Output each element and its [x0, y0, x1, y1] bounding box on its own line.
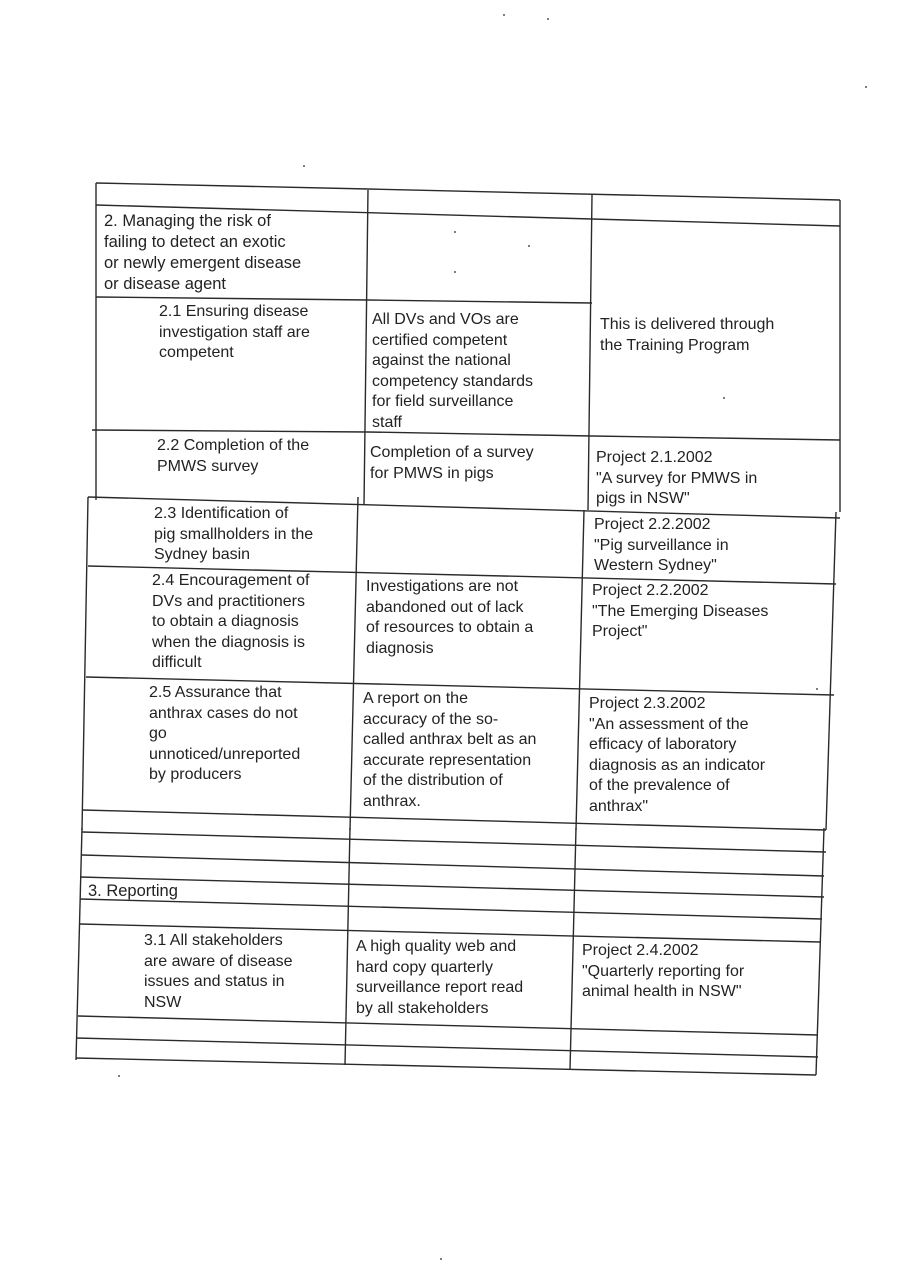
row-2-5-col3: Project 2.3.2002 "An assessment of the efficacy of laboratory diagnosis as an indicator of the prevalence of anthrax" — [589, 695, 766, 815]
scan-speck — [503, 14, 505, 16]
scan-speck — [454, 271, 456, 273]
scan-speck — [723, 397, 725, 399]
row-2-2-col3: Project 2.1.2002 "A survey for PMWS in pigs in NSW" — [596, 449, 758, 507]
row-2-2-col2: Completion of a survey for PMWS in pigs — [370, 444, 534, 482]
row-2-col1: 2. Managing the risk of failing to detect an exotic or newly emergent disease or disease agent — [104, 212, 302, 293]
scan-speck — [547, 18, 549, 20]
scan-speck — [865, 86, 867, 88]
row-2-5-col1: 2.5 Assurance that anthrax cases do not go unnoticed/unreported by producers — [149, 684, 301, 783]
scan-speck — [303, 165, 305, 167]
row-2-2-col1: 2.2 Completion of the PMWS survey — [157, 437, 310, 475]
scan-speck — [528, 245, 530, 247]
row-2-3-col3: Project 2.2.2002 "Pig surveillance in Western Sydney" — [594, 516, 729, 574]
row-2-5-col2: A report on the accuracy of the so- called anthrax belt as an accurate representation of the distribution of anthrax. — [363, 690, 537, 810]
row-3-1-col2: A high quality web and hard copy quarterly surveillance report read by all stakeholders — [356, 938, 524, 1017]
scan-speck — [118, 1075, 120, 1077]
row-3-1-col3: Project 2.4.2002 "Quarterly reporting for animal health in NSW" — [582, 942, 745, 1000]
row-2-1-col2: All DVs and VOs are certified competent against the national competency standards for field surveillance staff — [372, 311, 533, 431]
row-2-4-col1: 2.4 Encouragement of DVs and practitioners to obtain a diagnosis when the diagnosis is difficult — [152, 572, 310, 671]
scan-speck — [816, 688, 818, 690]
row-3-1-col1: 3.1 All stakeholders are aware of disease issues and status in NSW — [144, 932, 293, 1011]
row-2-4-col2: Investigations are not abandoned out of lack of resources to obtain a diagnosis — [366, 578, 534, 657]
row-2-4-col3: Project 2.2.2002 "The Emerging Diseases Project" — [592, 582, 769, 640]
scan-speck — [454, 231, 456, 233]
row-2-3-col1: 2.3 Identification of pig smallholders in the Sydney basin — [154, 505, 314, 563]
row-2-1-col1: 2.1 Ensuring disease investigation staff are competent — [159, 303, 310, 361]
scan-speck — [440, 1258, 442, 1260]
row-2-1-col3: This is delivered through the Training Program — [600, 316, 775, 354]
row-3-col1: 3. Reporting — [88, 882, 178, 900]
